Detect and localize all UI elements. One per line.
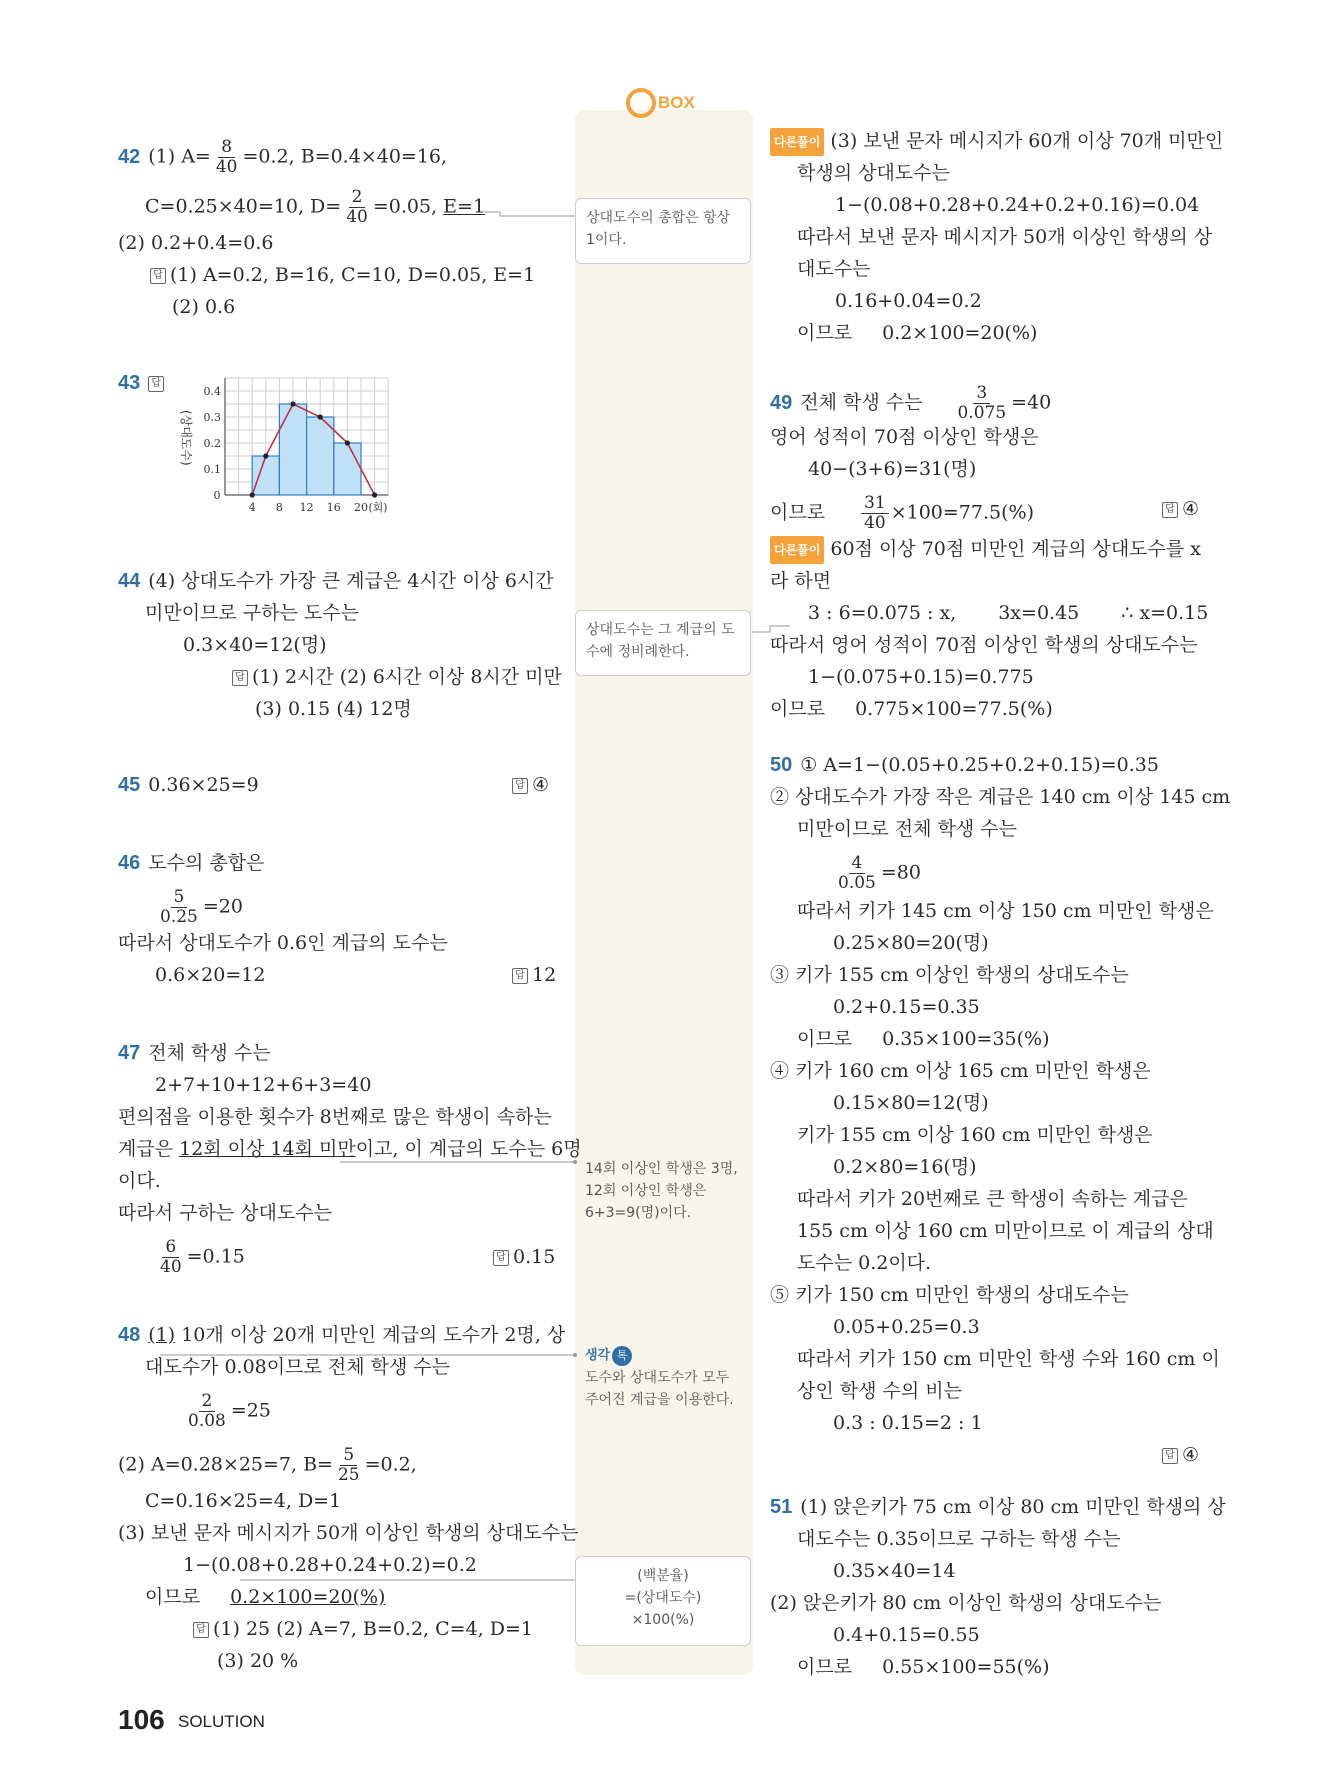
page-number: 106 bbox=[118, 1704, 165, 1735]
problem-48-line5: C=0.16×25=4, D=1 bbox=[145, 1490, 342, 1512]
answer-49: 답 ④ bbox=[1162, 496, 1199, 522]
problem-50-line9: 이므로 0.35×100=35(%) bbox=[797, 1028, 1050, 1050]
problem-47-line4: 계급은 12회 이상 14회 미만이고, 이 계급의 도수는 6명 bbox=[118, 1138, 582, 1160]
alt48-line3: 1−(0.08+0.28+0.24+0.2+0.16)=0.04 bbox=[835, 194, 1200, 216]
problem-number: 42 bbox=[118, 145, 141, 168]
problem-50-line3: 미만이므로 전체 학생 수는 bbox=[797, 818, 1018, 840]
problem-50-line12: 키가 155 cm 이상 160 cm 미만인 학생은 bbox=[797, 1124, 1153, 1146]
answer-42b: (2) 0.6 bbox=[172, 296, 236, 318]
x-tick-label: 8 bbox=[275, 501, 283, 514]
problem-49-line4: 이므로 $\frac{31}{40}$ ×100=77.5(%) bbox=[770, 493, 1034, 533]
problem-48-line3: $\frac{2}{0.08}$ =25 bbox=[183, 1392, 271, 1431]
problem-50-line2: ② 상대도수가 가장 작은 계급은 140 cm 이상 145 cm bbox=[770, 786, 1231, 808]
x-tick-label: 16 bbox=[326, 501, 341, 514]
fraction: $\frac{5}{0.25}$ bbox=[160, 887, 198, 927]
problem-50-line17: ⑤ 키가 150 cm 미만인 학생의 상대도수는 bbox=[770, 1284, 1129, 1306]
fraction: $\frac{4}{0.05}$ bbox=[838, 853, 876, 893]
polygon-point-1 bbox=[263, 453, 268, 458]
problem-47-line1: 47 전체 학생 수는 bbox=[118, 1042, 271, 1064]
problem-50-line4: $\frac{4}{0.05}$ =80 bbox=[833, 854, 921, 893]
alt49-line6: 이므로 0.775×100=77.5(%) bbox=[770, 698, 1053, 720]
alt49-line1: 다른풀이 60점 이상 70점 미만인 계급의 상대도수를 x bbox=[770, 536, 1201, 564]
problem-50-line8: 0.2+0.15=0.35 bbox=[833, 996, 980, 1018]
fraction: $\frac{6}{40}$ bbox=[160, 1237, 182, 1277]
note-relative-frequency-sum: 상대도수의 총합은 항상 1이다. bbox=[575, 198, 751, 264]
problem-47-line5: 이다. bbox=[118, 1170, 161, 1192]
problem-45: 45 0.36×25=9 bbox=[118, 774, 259, 796]
fraction: $\frac{8}{40}$ bbox=[215, 137, 238, 177]
problem-51-line2: 대도수는 0.35이므로 구하는 학생 수는 bbox=[797, 1528, 1121, 1550]
problem-50-line18: 0.05+0.25=0.3 bbox=[833, 1316, 980, 1338]
answer-icon: 답 bbox=[1162, 1448, 1178, 1464]
alt48-line5: 대도수는 bbox=[797, 258, 871, 280]
answer-icon: 답 bbox=[193, 1622, 209, 1638]
alt-solution-tag: 다른풀이 bbox=[770, 128, 824, 156]
answer-44a: 답 (1) 2시간 (2) 6시간 이상 8시간 미만 bbox=[232, 664, 562, 690]
y-tick-label: 0.3 bbox=[203, 411, 221, 424]
alt-solution-tag: 다른풀이 bbox=[770, 536, 824, 564]
polygon-point-4 bbox=[345, 440, 350, 445]
problem-46-line1: 46 도수의 총합은 bbox=[118, 852, 265, 874]
histogram-chart bbox=[170, 365, 390, 515]
problem-50-line6: 0.25×80=20(명) bbox=[833, 932, 989, 954]
problem-48-line6: (3) 보낸 문자 메시지가 50개 이상인 학생의 상대도수는 bbox=[118, 1522, 579, 1544]
alt49-line2: 라 하면 bbox=[770, 570, 832, 592]
problem-50-line16: 도수는 0.2이다. bbox=[797, 1252, 932, 1274]
problem-47-line3: 편의점을 이용한 횟수가 8번째로 많은 학생이 속하는 bbox=[118, 1106, 552, 1128]
alt48-line4: 따라서 보낸 문자 메시지가 50개 이상인 학생의 상 bbox=[797, 226, 1213, 248]
problem-50-line13: 0.2×80=16(명) bbox=[833, 1156, 977, 1178]
x-tick-label: 0 bbox=[213, 489, 221, 502]
answer-42a: 답 (1) A=0.2, B=16, C=10, D=0.05, E=1 bbox=[150, 262, 535, 288]
problem-50-line10: ④ 키가 160 cm 이상 165 cm 미만인 학생은 bbox=[770, 1060, 1151, 1082]
x-tick-label: 4 bbox=[248, 501, 256, 514]
y-tick-label: 0.4 bbox=[203, 385, 221, 398]
problem-49-line1: 49 전체 학생 수는 $\frac{3}{0.075}$ =40 bbox=[770, 383, 1052, 423]
problem-51-line3: 0.35×40=14 bbox=[833, 1560, 956, 1582]
problem-46-line2: $\frac{5}{0.25}$ =20 bbox=[155, 888, 243, 927]
alt48-line2: 학생의 상대도수는 bbox=[797, 162, 950, 184]
problem-47-line7: $\frac{6}{40}$ =0.15 bbox=[155, 1238, 245, 1277]
answer-icon: 답 bbox=[493, 1250, 509, 1266]
answer-44b: (3) 0.15 (4) 12명 bbox=[255, 698, 412, 720]
think-icon: 톡 bbox=[612, 1346, 632, 1366]
note-proportional: 상대도수는 그 계급의 도수에 정비례한다. bbox=[575, 610, 751, 676]
fraction: $\frac{31}{40}$ bbox=[861, 494, 889, 533]
polygon-point-3 bbox=[318, 414, 323, 419]
problem-51-line4: (2) 앉은키가 80 cm 이상인 학생의 상대도수는 bbox=[770, 1592, 1162, 1614]
problem-46-line4: 0.6×20=12 bbox=[155, 964, 266, 986]
page-label: SOLUTION bbox=[178, 1712, 265, 1731]
problem-50-line20: 상인 학생 수의 비는 bbox=[797, 1380, 962, 1402]
problem-46-line3: 따라서 상대도수가 0.6인 계급의 도수는 bbox=[118, 932, 448, 954]
problem-42-line3: (2) 0.2+0.4=0.6 bbox=[118, 232, 274, 254]
histogram-bar-12~16 bbox=[307, 417, 334, 495]
answer-50: 답 ④ bbox=[1162, 1442, 1199, 1468]
alt48-line1: 다른풀이 (3) 보낸 문자 메시지가 60개 이상 70개 미만인 bbox=[770, 128, 1223, 156]
answer-icon: 답 bbox=[512, 968, 528, 984]
fraction: $\frac{2}{0.08}$ bbox=[188, 1391, 226, 1431]
note-think: 생각 톡 도수와 상대도수가 모두 주어진 계급을 이용한다. bbox=[585, 1348, 734, 1408]
problem-43: 43 답 bbox=[118, 370, 168, 396]
histogram-bar-8~12 bbox=[279, 404, 306, 495]
note-count-14: 14회 이상인 학생은 3명, 12회 이상인 학생은 6+3=9(명)이다. bbox=[585, 1161, 738, 1221]
alt48-line6: 0.16+0.04=0.2 bbox=[835, 290, 982, 312]
histogram-bar-16~20 bbox=[334, 443, 361, 495]
histogram-bar-4~8 bbox=[252, 456, 279, 495]
problem-49-line3: 40−(3+6)=31(명) bbox=[808, 458, 977, 480]
alt49-line3: 3 : 6=0.075 : x, 3x=0.45 ∴ x=0.15 bbox=[808, 602, 1209, 624]
alt48-line7: 이므로 0.2×100=20(%) bbox=[797, 322, 1038, 344]
polygon-point-2 bbox=[290, 401, 295, 406]
x-axis-label: (회) bbox=[368, 501, 388, 514]
problem-47-line6: 따라서 구하는 상대도수는 bbox=[118, 1202, 332, 1224]
alt49-line5: 1−(0.075+0.15)=0.775 bbox=[808, 666, 1034, 688]
answer-icon: 답 bbox=[512, 778, 528, 794]
problem-51-line5: 0.4+0.15=0.55 bbox=[833, 1624, 980, 1646]
problem-50-line15: 155 cm 이상 160 cm 미만이므로 이 계급의 상대 bbox=[797, 1220, 1214, 1242]
answer-icon: 답 bbox=[150, 268, 166, 284]
problem-44-line3: 0.3×40=12(명) bbox=[183, 634, 327, 656]
y-tick-label: 0.1 bbox=[203, 463, 221, 476]
polygon-point-0 bbox=[250, 492, 255, 497]
problem-47-line2: 2+7+10+12+6+3=40 bbox=[155, 1074, 372, 1096]
problem-48-line8: 이므로 0.2×100=20(%) bbox=[145, 1586, 386, 1608]
problem-42-line2: C=0.25×40=10, D= $\frac{2}{40}$ =0.05, E=1 bbox=[145, 187, 486, 227]
answer-48a: 답 (1) 25 (2) A=7, B=0.2, C=4, D=1 bbox=[193, 1616, 533, 1642]
answer-icon: 답 bbox=[1162, 502, 1178, 518]
problem-48-line1: 48 (1) 10개 이상 20개 미만인 계급의 도수가 2명, 상 bbox=[118, 1324, 566, 1346]
problem-48-line4: (2) A=0.28×25=7, B= $\frac{5}{25}$ =0.2, bbox=[118, 1445, 417, 1485]
problem-49-line2: 영어 성적이 70점 이상인 학생은 bbox=[770, 426, 1039, 448]
answer-47: 답 0.15 bbox=[493, 1244, 555, 1270]
answer-45: 답 ④ bbox=[512, 772, 549, 798]
y-axis-label: (상대도수) bbox=[179, 409, 193, 466]
problem-48-line2: 대도수가 0.08이므로 전체 학생 수는 bbox=[145, 1356, 451, 1378]
problem-50-line19: 따라서 키가 150 cm 미만인 학생 수와 160 cm 이 bbox=[797, 1348, 1220, 1370]
qbox-logo: BOX bbox=[626, 88, 695, 118]
problem-50-line1: 50 ① A=1−(0.05+0.25+0.2+0.15)=0.35 bbox=[770, 754, 1159, 776]
problem-50-line7: ③ 키가 155 cm 이상인 학생의 상대도수는 bbox=[770, 964, 1129, 986]
x-tick-label: 12 bbox=[299, 501, 314, 514]
fraction: $\frac{2}{40}$ bbox=[346, 187, 368, 227]
problem-48-line7: 1−(0.08+0.28+0.24+0.2)=0.2 bbox=[183, 1554, 477, 1576]
problem-50-line5: 따라서 키가 145 cm 이상 150 cm 미만인 학생은 bbox=[797, 900, 1214, 922]
problem-44-line2: 미만이므로 구하는 도수는 bbox=[145, 602, 359, 624]
problem-50-line11: 0.15×80=12(명) bbox=[833, 1092, 989, 1114]
answer-46: 답 12 bbox=[512, 962, 556, 988]
problem-51-line1: 51 (1) 앉은키가 75 cm 이상 80 cm 미만인 학생의 상 bbox=[770, 1496, 1226, 1518]
answer-icon: 답 bbox=[148, 376, 164, 392]
problem-50-line21: 0.3 : 0.15=2 : 1 bbox=[833, 1412, 983, 1434]
problem-50-line14: 따라서 키가 20번째로 큰 학생이 속하는 계급은 bbox=[797, 1188, 1188, 1210]
answer-icon: 답 bbox=[232, 670, 248, 686]
polygon-point-5 bbox=[372, 492, 377, 497]
problem-44-line1: 44 (4) 상대도수가 가장 큰 계급은 4시간 이상 6시간 bbox=[118, 570, 554, 592]
answer-48b: (3) 20 % bbox=[217, 1650, 299, 1672]
problem-42-line1: 42 (1) A= $\frac{8}{40}$ =0.2, B=0.4×40=16, bbox=[118, 137, 448, 177]
x-tick-label: 20 bbox=[354, 501, 368, 514]
note-percentage: (백분율) =(상대도수) ×100(%) bbox=[575, 1556, 751, 1646]
fraction: $\frac{5}{25}$ bbox=[337, 1445, 360, 1485]
y-tick-label: 0.2 bbox=[203, 437, 221, 450]
fraction: $\frac{3}{0.075}$ bbox=[957, 383, 1007, 423]
problem-51-line6: 이므로 0.55×100=55(%) bbox=[797, 1656, 1050, 1678]
alt49-line4: 따라서 영어 성적이 70점 이상인 학생의 상대도수는 bbox=[770, 634, 1198, 656]
